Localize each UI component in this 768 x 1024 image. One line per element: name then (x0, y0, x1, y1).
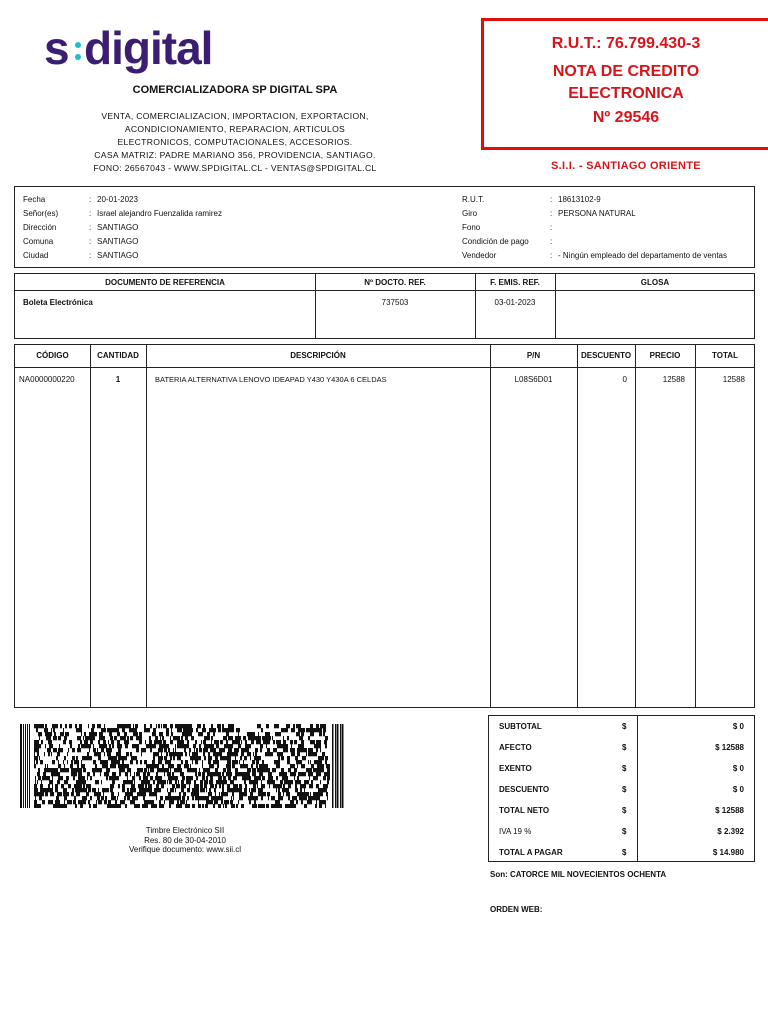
totals-row (489, 758, 754, 779)
pdf417-barcode (20, 724, 344, 808)
column-divider (577, 345, 578, 707)
totals-row (489, 716, 754, 737)
folio-title (484, 61, 768, 105)
client-value-direccion: SANTIAGO (97, 223, 139, 232)
item-codigo: NA0000000220 (19, 375, 75, 384)
svg-text:digital: digital (84, 22, 213, 74)
separator: : (89, 223, 92, 232)
totals-row (489, 737, 754, 758)
client-label: R.U.T. (462, 195, 485, 204)
reference-doc: Boleta Electrónica (23, 298, 93, 307)
totals-label: AFECTO (499, 743, 532, 752)
separator: : (550, 209, 553, 218)
currency-symbol: $ (622, 764, 627, 773)
client-label: Señor(es) (23, 209, 59, 218)
client-value-ciudad: SANTIAGO (97, 251, 139, 260)
separator: : (550, 195, 553, 204)
client-value-fecha: 20-01-2023 (97, 195, 138, 204)
client-info (14, 186, 755, 268)
totals-label: EXENTO (499, 764, 532, 773)
timbre-line: Timbre Electrónico SII (145, 826, 225, 835)
items-header-cantidad: CANTIDAD (97, 351, 139, 360)
separator: : (550, 251, 553, 260)
activity-line: ELECTRONICOS, COMPUTACIONALES, ACCESORIOS. (117, 137, 353, 147)
items-header-codigo: CÓDIGO (36, 351, 69, 360)
separator: : (89, 251, 92, 260)
item-descuento: 0 (622, 375, 627, 384)
activity-line: FONO: 26567043 - WWW.SPDIGITAL.CL - VENTAS@SPDIGITAL.CL (93, 163, 377, 173)
client-value-senor: Israel alejandro Fuenzalida ramirez (97, 209, 222, 218)
items-header-pn: P/N (526, 351, 541, 360)
client-label: Giro (462, 209, 478, 218)
company-activity (60, 110, 410, 175)
amount-in-words: Son: CATORCE MIL NOVECIENTOS OCHENTA (490, 870, 667, 879)
totals-value-neto: $ 12588 (715, 806, 744, 815)
activity-line: ACONDICIONAMIENTO, REPARACION, ARTICULOS (124, 124, 346, 134)
totals-row (489, 842, 754, 863)
items-header-total: TOTAL (712, 351, 738, 360)
reference-header-num: Nº DOCTO. REF. (364, 278, 426, 287)
reference-table (14, 273, 755, 339)
activity-line: VENTA, COMERCIALIZACION, IMPORTACION, EXPORTACION, (101, 111, 369, 121)
activity-line: CASA MATRIZ: PADRE MARIANO 356, PROVIDENCIA, SANTIAGO. (94, 150, 376, 160)
svg-text:s: s (44, 22, 69, 74)
item-cantidad: 1 (115, 375, 121, 384)
client-value-giro: PERSONA NATURAL (558, 209, 636, 218)
client-label: Ciudad (23, 251, 49, 260)
item-total: 12588 (722, 375, 745, 384)
client-label: Condición de pago (462, 237, 529, 246)
reference-header-glosa: GLOSA (640, 278, 670, 287)
items-header-descripcion: DESCRIPCIÓN (290, 351, 346, 360)
client-label: Fecha (23, 195, 46, 204)
column-divider (90, 345, 91, 707)
totals-value-exento: $ 0 (732, 764, 744, 773)
column-divider (695, 345, 696, 707)
totals-label: IVA 19 % (499, 827, 532, 836)
currency-symbol: $ (622, 806, 627, 815)
client-label: Fono (462, 223, 481, 232)
separator: : (550, 237, 553, 246)
totals-row (489, 821, 754, 842)
currency-symbol: $ (622, 743, 627, 752)
currency-symbol: $ (622, 785, 627, 794)
client-value-vendedor: - Ningún empleado del departamento de ventas (558, 251, 727, 260)
totals-value-total: $ 14.980 (712, 848, 744, 857)
totals-value-subtotal: $ 0 (732, 722, 744, 731)
totals-label: SUBTOTAL (499, 722, 542, 731)
client-label: Dirección (23, 223, 57, 232)
timbre-line: Res. 80 de 30-04-2010 (144, 835, 226, 845)
currency-symbol: $ (622, 848, 627, 857)
reference-header-date: F. EMIS. REF. (490, 278, 540, 287)
folio-box (481, 18, 768, 150)
currency-symbol: $ (622, 722, 627, 731)
item-descripcion: BATERIA ALTERNATIVA LENOVO IDEAPAD Y430 Y430A 6 CELDAS (155, 375, 387, 384)
column-divider (146, 345, 147, 707)
reference-header-doc: DOCUMENTO DE REFERENCIA (105, 278, 225, 287)
column-divider (490, 345, 491, 707)
currency-symbol: $ (622, 827, 627, 836)
totals-table (488, 715, 755, 862)
folio-rut: R.U.T.: 76.799.430-3 (551, 35, 701, 52)
totals-value-afecto: $ 12588 (715, 743, 744, 752)
folio-title-line: ELECTRONICA (568, 85, 684, 102)
company-logo (44, 20, 244, 76)
item-precio: 12588 (662, 375, 685, 384)
folio-title-line: NOTA DE CREDITO (552, 63, 700, 80)
client-value-comuna: SANTIAGO (97, 237, 139, 246)
sii-office: S.I.I. - SANTIAGO ORIENTE (551, 160, 701, 172)
reference-date: 03-01-2023 (494, 298, 536, 307)
separator: : (550, 223, 553, 232)
items-header-precio: PRECIO (649, 351, 681, 360)
folio-number: Nº 29546 (592, 109, 660, 126)
column-divider (635, 345, 636, 707)
separator: : (89, 237, 92, 246)
reference-num: 737503 (381, 298, 409, 307)
totals-label: DESCUENTO (499, 785, 550, 794)
items-header-descuento: DESCUENTO (580, 351, 632, 360)
totals-label: TOTAL NETO (499, 806, 550, 815)
company-name: COMERCIALIZADORA SP DIGITAL SPA (132, 84, 338, 96)
totals-value-iva: $ 2.392 (717, 827, 744, 836)
totals-row (489, 800, 754, 821)
orden-web: ORDEN WEB: (490, 905, 543, 914)
separator: : (89, 209, 92, 218)
separator: : (89, 195, 92, 204)
timbre-line: Verifique documento: www.sii.cl (128, 845, 242, 854)
totals-row (489, 779, 754, 800)
timbre-electronico (60, 826, 310, 855)
client-label: Vendedor (462, 251, 497, 260)
items-table (14, 344, 755, 708)
client-label: Comuna (23, 237, 54, 246)
totals-value-descuento: $ 0 (732, 785, 744, 794)
totals-label: TOTAL A PAGAR (499, 848, 563, 857)
item-pn: L08S6D01 (514, 375, 553, 384)
client-value-rut: 18613102-9 (558, 195, 601, 204)
